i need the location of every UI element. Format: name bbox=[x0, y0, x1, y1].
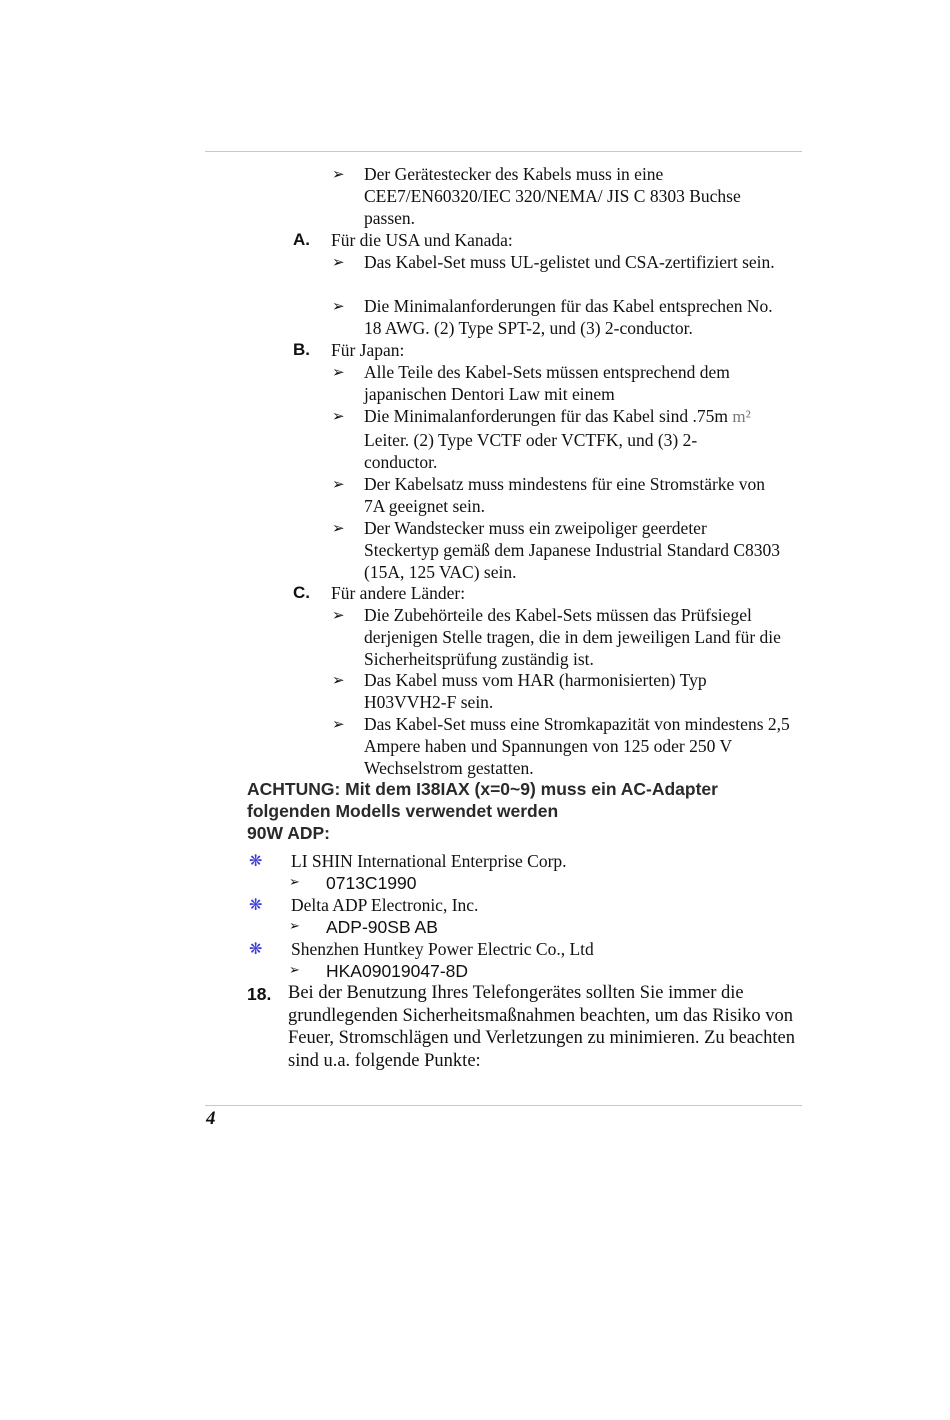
section-heading-c: Für andere Länder: bbox=[331, 583, 466, 603]
arrow-bullet-icon: ➢ bbox=[289, 919, 300, 934]
arrow-bullet-icon: ➢ bbox=[332, 715, 345, 733]
section-heading-a: Für die USA und Kanada: bbox=[331, 230, 513, 250]
section-b-bullet-text: Die Minimalanforderungen für das Kabel sind .75m bbox=[364, 406, 729, 426]
adapter-maker: Shenzhen Huntkey Power Electric Co., Ltd bbox=[291, 939, 594, 959]
item-number: 18. bbox=[247, 984, 272, 1004]
section-letter-a: A. bbox=[293, 230, 310, 249]
warning-line-3: 90W ADP: bbox=[247, 823, 330, 843]
adapter-model: ADP-90SB AB bbox=[326, 917, 438, 937]
section-c-bullet: Die Zubehörteile des Kabel-Sets müssen das Prüfsiegel derjenigen Stelle tragen, die in dem jeweiligen Land für die Sicherheitsprüfung zuständig ist. bbox=[364, 605, 781, 669]
arrow-bullet-icon: ➢ bbox=[332, 606, 345, 624]
item-18-text: Bei der Benutzung Ihres Telefongerätes sollten Sie immer die grundlegenden Sicherheitsmaßnahmen beachten, um das Risiko von Feuer, Stromschlägen und Verletzungen zu minimieren. Zu beachten sind u.a. folgende Punkte: bbox=[288, 983, 795, 1071]
snowflake-bullet-icon: ❋ bbox=[249, 851, 263, 870]
arrow-bullet-icon: ➢ bbox=[289, 875, 300, 890]
warning-line-1: ACHTUNG: Mit dem I38IAX (x=0~9) muss ein AC-Adapter bbox=[247, 779, 718, 799]
section-letter-c: C. bbox=[293, 583, 310, 602]
adapter-model: 0713C1990 bbox=[326, 873, 417, 893]
section-a-bullet: Die Minimalanforderungen für das Kabel entsprechen No. 18 AWG. (2) Type SPT-2, und (3) 2-conductor. bbox=[364, 296, 773, 338]
arrow-bullet-icon: ➢ bbox=[332, 363, 345, 381]
header-rule bbox=[205, 151, 802, 152]
arrow-bullet-icon: ➢ bbox=[332, 165, 345, 183]
arrow-bullet-icon: ➢ bbox=[332, 297, 345, 315]
warning-line-2: folgenden Modells verwendet werden bbox=[247, 801, 559, 821]
section-b-bullet: Der Kabelsatz muss mindestens für eine Stromstärke von 7A geeignet sein. bbox=[364, 474, 765, 516]
adapter-model: HKA09019047-8D bbox=[326, 961, 469, 981]
snowflake-bullet-icon: ❋ bbox=[249, 895, 263, 914]
arrow-bullet-icon: ➢ bbox=[289, 963, 300, 978]
section-a-bullet: Das Kabel-Set muss UL-gelistet und CSA-zertifiziert sein. bbox=[364, 252, 775, 272]
section-b-bullet: Alle Teile des Kabel-Sets müssen entsprechend dem japanischen Dentori Law mit einem bbox=[364, 362, 730, 404]
square-meter-unit: m² bbox=[732, 407, 751, 426]
intro-bullet: Der Gerätestecker des Kabels muss in eine CEE7/EN60320/IEC 320/NEMA/ JIS C 8303 Buchse passen. bbox=[364, 164, 741, 228]
adapter-maker: Delta ADP Electronic, Inc. bbox=[291, 895, 479, 915]
footer-rule bbox=[205, 1105, 802, 1106]
section-c-bullet: Das Kabel-Set muss eine Stromkapazität von mindestens 2,5 Ampere haben und Spannungen von 125 oder 250 V Wechselstrom gestatten. bbox=[364, 714, 790, 778]
section-b-bullet bbox=[364, 405, 804, 428]
arrow-bullet-icon: ➢ bbox=[332, 519, 345, 537]
section-heading-b: Für Japan: bbox=[331, 340, 405, 360]
snowflake-bullet-icon: ❋ bbox=[249, 939, 263, 958]
adapter-maker: LI SHIN International Enterprise Corp. bbox=[291, 851, 567, 871]
page-number: 4 bbox=[206, 1108, 216, 1129]
section-c-bullet: Das Kabel muss vom HAR (harmonisierten) Typ H03VVH2-F sein. bbox=[364, 670, 707, 712]
arrow-bullet-icon: ➢ bbox=[332, 253, 345, 271]
section-letter-b: B. bbox=[293, 340, 310, 359]
arrow-bullet-icon: ➢ bbox=[332, 475, 345, 493]
section-b-bullet: Der Wandstecker muss ein zweipoliger geerdeter Steckertyp gemäß dem Japanese Industrial Standard C8303 (15A, 125 VAC) sein. bbox=[364, 518, 781, 582]
arrow-bullet-icon: ➢ bbox=[332, 407, 345, 425]
arrow-bullet-icon: ➢ bbox=[332, 671, 345, 689]
section-b-bullet-continued: Leiter. (2) Type VCTF oder VCTFK, und (3) 2-conductor. bbox=[364, 430, 698, 472]
